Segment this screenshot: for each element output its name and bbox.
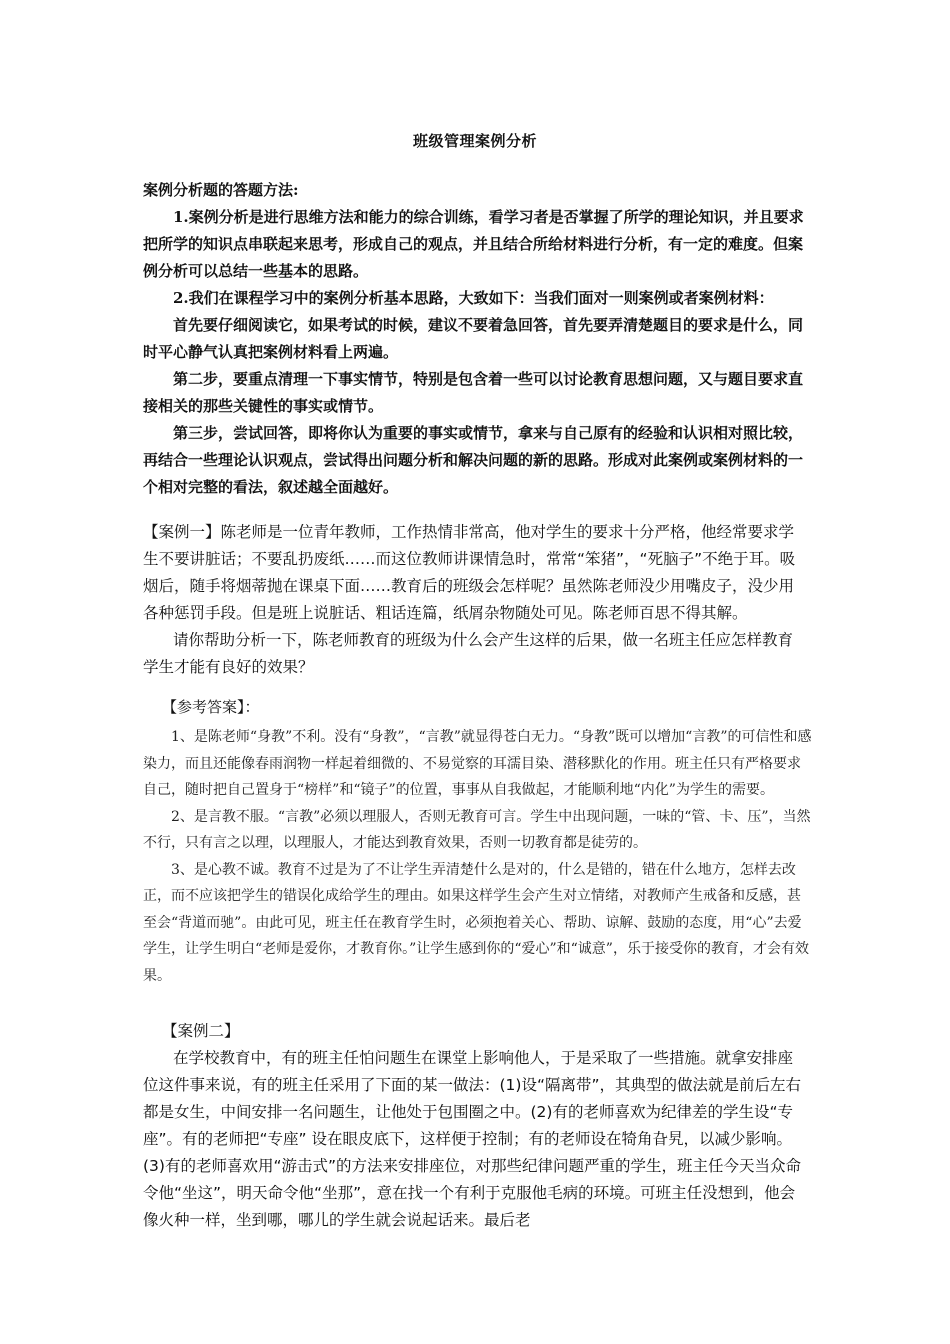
- method-paragraph-4: 第二步，要重点清理一下事实情节，特别是包含着一些可以讨论教育思想问题，又与题目要求直接相关的那些关键性的事实或情节。: [143, 370, 804, 415]
- page-title: 班级管理案例分析: [412, 132, 537, 150]
- answer-point-2: 2、是言教不服。“言教”必须以理服人，否则无教育可言。学生中出现问题，一味的“管、卡、压”，当然不行，只有言之以理，以理服人，才能达到教育效果，否则一切教育都是徒劳的。: [143, 808, 811, 851]
- method-paragraph-2: 2.我们在课程学习中的案例分析基本思路，大致如下：当我们面对一则案例或者案例材料：: [173, 289, 774, 307]
- case-two-text: 在学校教育中，有的班主任怕问题生在课堂上影响他人，于是采取了一些措施。就拿安排座位这件事来说，有的班主任采用了下面的某一做法：(1)设“隔离带”，其典型的做法就是前后左右都是女生，中间安排一名问题生，让他处于包围圈之中。(2)有的老师喜欢为纪律差的学生设“专座”。有的老师把“专座” 设在眼皮底下，这样便于控制；有的老师设在犄角旮旯，以减少影响。(3)有的老师喜欢用“游击式”的方法来安排座位，对那些纪律问题严重的学生，班主任今天当众命令他“坐这”，明天命令他“坐那”，意在找一个有利于克服他毛病的环境。可班主任没想到，他会像火种一样，坐到哪，哪儿的学生就会说起话来。最后老: [143, 1049, 802, 1229]
- method-heading: 案例分析题的答题方法:: [143, 181, 299, 199]
- answer-point-1: 1、是陈老师“身教”不利。没有“身教”，“言教”就显得苍白无力。“身教”既可以增加“言教”的可信性和感染力，而且还能像春雨润物一样起着细微的、不易觉察的耳濡目染、潜移默化的作用。班主任只有严格要求自己，随时把自己置身于“榜样”和“镜子”的位置，事事从自我做起，才能顺利地“内化”为学生的需要。: [143, 729, 812, 798]
- case-two-section: [143, 1045, 808, 1234]
- reference-answer-heading: 【参考答案】：: [162, 698, 260, 716]
- case-one-section: [143, 519, 808, 681]
- case-one-question: 请你帮助分析一下，陈老师教育的班级为什么会产生这样的后果，做一名班主任应怎样教育学生才能有良好的效果？: [143, 631, 794, 676]
- case-two-heading: 【案例二】: [162, 1022, 240, 1040]
- case-one-text: 【案例一】陈老师是一位青年教师，工作热情非常高，他对学生的要求十分严格，他经常要求学生不要讲脏话；不要乱扔废纸……而这位教师讲课情急时，常常“笨猪”，“死脑子”不绝于耳。吸烟后，随手将烟蒂抛在课桌下面……教育后的班级会怎样呢？虽然陈老师没少用嘴皮子，没少用各种惩罚手段。但是班上说脏话、粗话连篇，纸屑杂物随处可见。陈老师百思不得其解。: [143, 523, 796, 622]
- answer-point-3: 3、是心教不诚。教育不过是为了不让学生弄清楚什么是对的，什么是错的，错在什么地方，怎样去改正，而不应该把学生的错误化成给学生的理由。如果这样学生会产生对立情绪，对教师产生戒备和反感，甚至会“背道而驰”。由此可见，班主任在教育学生时，必须抱着关心、帮助、谅解、鼓励的态度，用“心”去爱学生，让学生明白“老师是爱你，才教育你。”让学生感到你的“爱心”和“诚意”，乐于接受你的教育，才会有效果。: [143, 861, 809, 984]
- method-paragraph-3: 首先要仔细阅读它，如果考试的时候，建议不要着急回答，首先要弄清楚题目的要求是什么，同时平心静气认真把案例材料看上两遍。: [143, 316, 804, 361]
- reference-answer-section: [143, 724, 813, 989]
- answer-method-section: [143, 177, 813, 501]
- method-paragraph-1: 1.案例分析是进行思维方法和能力的综合训练，看学习者是否掌握了所学的理论知识，并且要求把所学的知识点串联起来思考，形成自己的观点，并且结合所给材料进行分析，有一定的难度。但案例分析可以总结一些基本的思路。: [143, 208, 804, 280]
- method-paragraph-5: 第三步，尝试回答，即将你认为重要的事实或情节，拿来与自己原有的经验和认识相对照比较，再结合一些理论认识观点，尝试得出问题分析和解决问题的新的思路。形成对此案例或案例材料的一个相对完整的看法，叙述越全面越好。: [143, 424, 804, 496]
